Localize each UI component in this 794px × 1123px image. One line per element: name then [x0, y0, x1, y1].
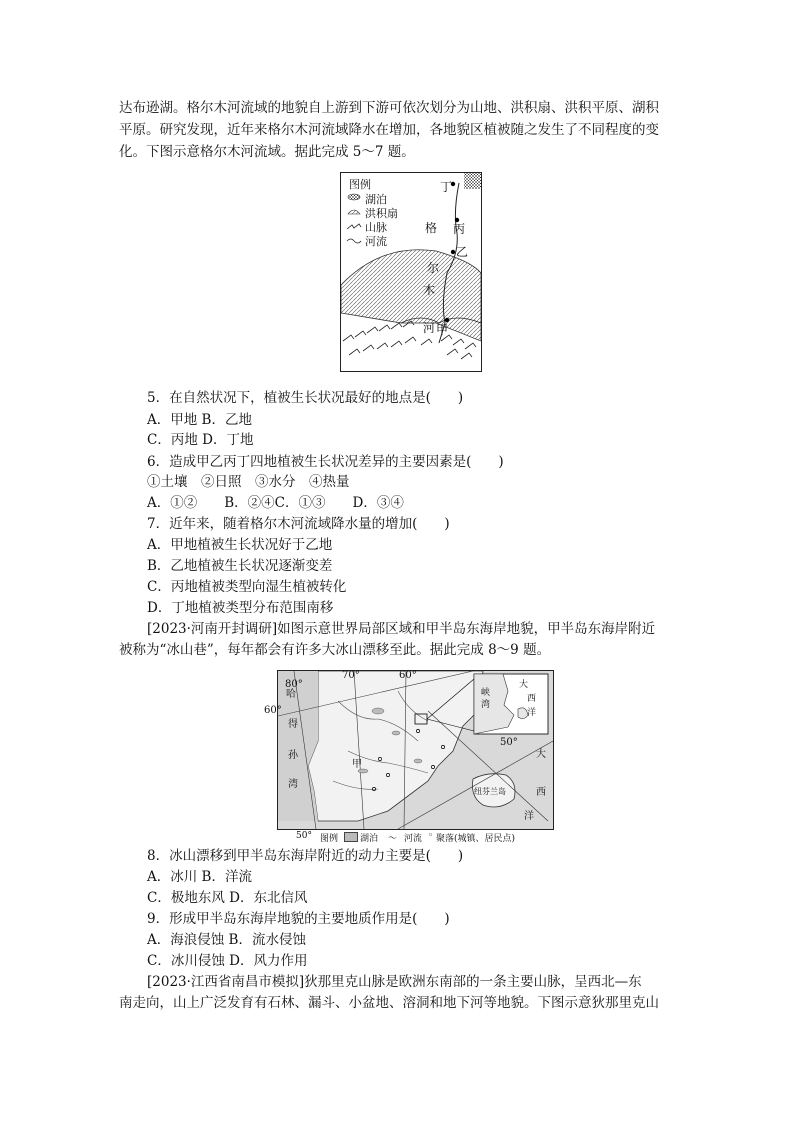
q9-options-cd: C．冰川侵蚀 D．风力作用 — [147, 953, 308, 969]
intro-line-2: 平原。研究发现，近年来格尔木河流域降水在增加，各地貌区植被随之发生了不同程度的变 — [119, 122, 659, 138]
intro-line-1: 达布逊湖。格尔木河流域的地貌自上游到下游可依次划分为山地、洪积扇、洪积平原、湖积 — [119, 100, 659, 116]
label-yi: 乙 — [456, 245, 469, 259]
point-yi — [451, 250, 455, 254]
legend-river-label: 河流 — [365, 235, 387, 248]
lake-shape — [464, 173, 481, 189]
q5-options-ab: A．甲地 B．乙地 — [147, 412, 252, 428]
legend-river-icon — [347, 239, 361, 243]
legend-lake-icon — [344, 832, 358, 842]
legend-mountain-icon — [347, 224, 361, 229]
label-de: 得 — [288, 719, 298, 730]
q6-options: A．①② B．②④C．①③ D．③④ — [147, 495, 404, 511]
legend-fan-icon — [348, 210, 360, 214]
legend-settlement-icon: ◦ — [428, 831, 434, 841]
label-wan: 湾 — [288, 779, 298, 790]
label-newfoundland: 纽芬兰岛 — [474, 787, 506, 796]
legend-title: 图例 — [349, 178, 371, 191]
q7-option-b: B．乙地植被生长状况逐渐变差 — [147, 558, 333, 574]
q8-options-cd: C．极地东风 D．东北信风 — [147, 890, 308, 906]
inset-label-wan: 湾 — [481, 700, 491, 710]
q5-stem: 5．在自然状况下，植被生长状况最好的地点是( ) — [147, 390, 464, 406]
q7-stem: 7．近年来，随着格尔木河流域降水量的增加( ) — [147, 516, 450, 532]
inset-label-xia: 峡 — [481, 688, 491, 698]
map2-legend — [278, 829, 553, 844]
label-bing: 丙 — [453, 222, 466, 236]
label-yang: 洋 — [524, 811, 534, 822]
q9-stem: 9．形成甲半岛东海岸地貌的主要地质作用是( ) — [147, 911, 450, 927]
q6-factors: ①土壤 ②日照 ③水分 ④热量 — [147, 474, 350, 490]
map2-legend-river: 河流 — [404, 834, 423, 844]
q9-options-ab: A．海浪侵蚀 B．流水侵蚀 — [147, 932, 306, 948]
map2-legend-title: 图例 — [320, 834, 339, 844]
lat-60: 60° — [264, 705, 282, 716]
intro3-line-1: [2023·江西省南昌市模拟]狄那里克山脉是欧洲东南部的一条主要山脉，呈西北—东 — [147, 974, 642, 990]
river-char-mu: 木 — [423, 283, 436, 297]
intro2-line-2: 被称为“冰山巷”，每年都会有许多大冰山漂移至此。据此完成 8～9 题。 — [119, 642, 551, 658]
lon-50: 50° — [296, 831, 312, 841]
legend-mountain-label: 山脉 — [365, 221, 387, 234]
q7-option-d: D．丁地植被类型分布范围南移 — [147, 600, 334, 616]
labrador-region-map — [264, 670, 554, 844]
inset-label-da: 大 — [519, 680, 529, 690]
intro2-line-1: [2023·河南开封调研]如图示意世界局部区域和甲半岛东海岸地貌，甲半岛东海岸附近 — [147, 621, 656, 637]
river-char-ge: 格 — [425, 221, 438, 235]
label-da: 大 — [536, 749, 546, 760]
label-xi: 西 — [536, 787, 546, 798]
label-ha: 哈 — [286, 689, 296, 700]
legend-lake-icon — [348, 194, 360, 200]
lon-70: 70° — [342, 670, 360, 681]
legend-fan-label: 洪积扇 — [365, 207, 398, 220]
lon-80: 80° — [285, 679, 303, 690]
river-char-he: 河 — [423, 321, 436, 335]
river-char-er: 尔 — [427, 261, 440, 275]
q8-options-ab: A．冰川 B．洋流 — [147, 869, 252, 885]
label-xun: 孙 — [288, 750, 298, 761]
q5-options-cd: C．丙地 D．丁地 — [147, 432, 254, 448]
q6-stem: 6．造成甲乙丙丁四地植被生长状况差异的主要因素是( ) — [147, 454, 504, 470]
intro-line-3: 化。下图示意格尔木河流域。据此完成 5～7 题。 — [119, 144, 415, 160]
legend-river-icon: ～ — [388, 834, 398, 844]
q8-stem: 8．冰山漂移到甲半岛东海岸附近的动力主要是( ) — [147, 848, 464, 864]
alluvial-fan — [341, 250, 481, 341]
label-ding: 丁 — [440, 180, 453, 194]
inset-label-xi: 西 — [527, 694, 537, 704]
map2-legend-settlement: 聚落(城镇、居民点) — [436, 834, 516, 844]
label-jia-peninsula: 甲 — [352, 759, 362, 770]
legend-lake-label: 湖泊 — [365, 193, 387, 206]
q7-option-a: A．甲地植被生长状况好于乙地 — [147, 537, 333, 553]
map2-legend-lake: 湖泊 — [360, 834, 379, 844]
lon-60: 60° — [399, 670, 417, 681]
label-jia: 甲 — [436, 323, 449, 337]
golmud-river-map — [340, 172, 482, 372]
inset-label-yang: 洋 — [527, 708, 537, 718]
intro3-line-2: 南走向，山上广泛发育有石林、漏斗、小盆地、溶洞和地下河等地貌。下图示意狄那里克山 — [119, 995, 659, 1011]
q7-option-c: C．丙地植被类型向湿生植被转化 — [147, 579, 347, 595]
lat-50: 50° — [500, 737, 518, 748]
